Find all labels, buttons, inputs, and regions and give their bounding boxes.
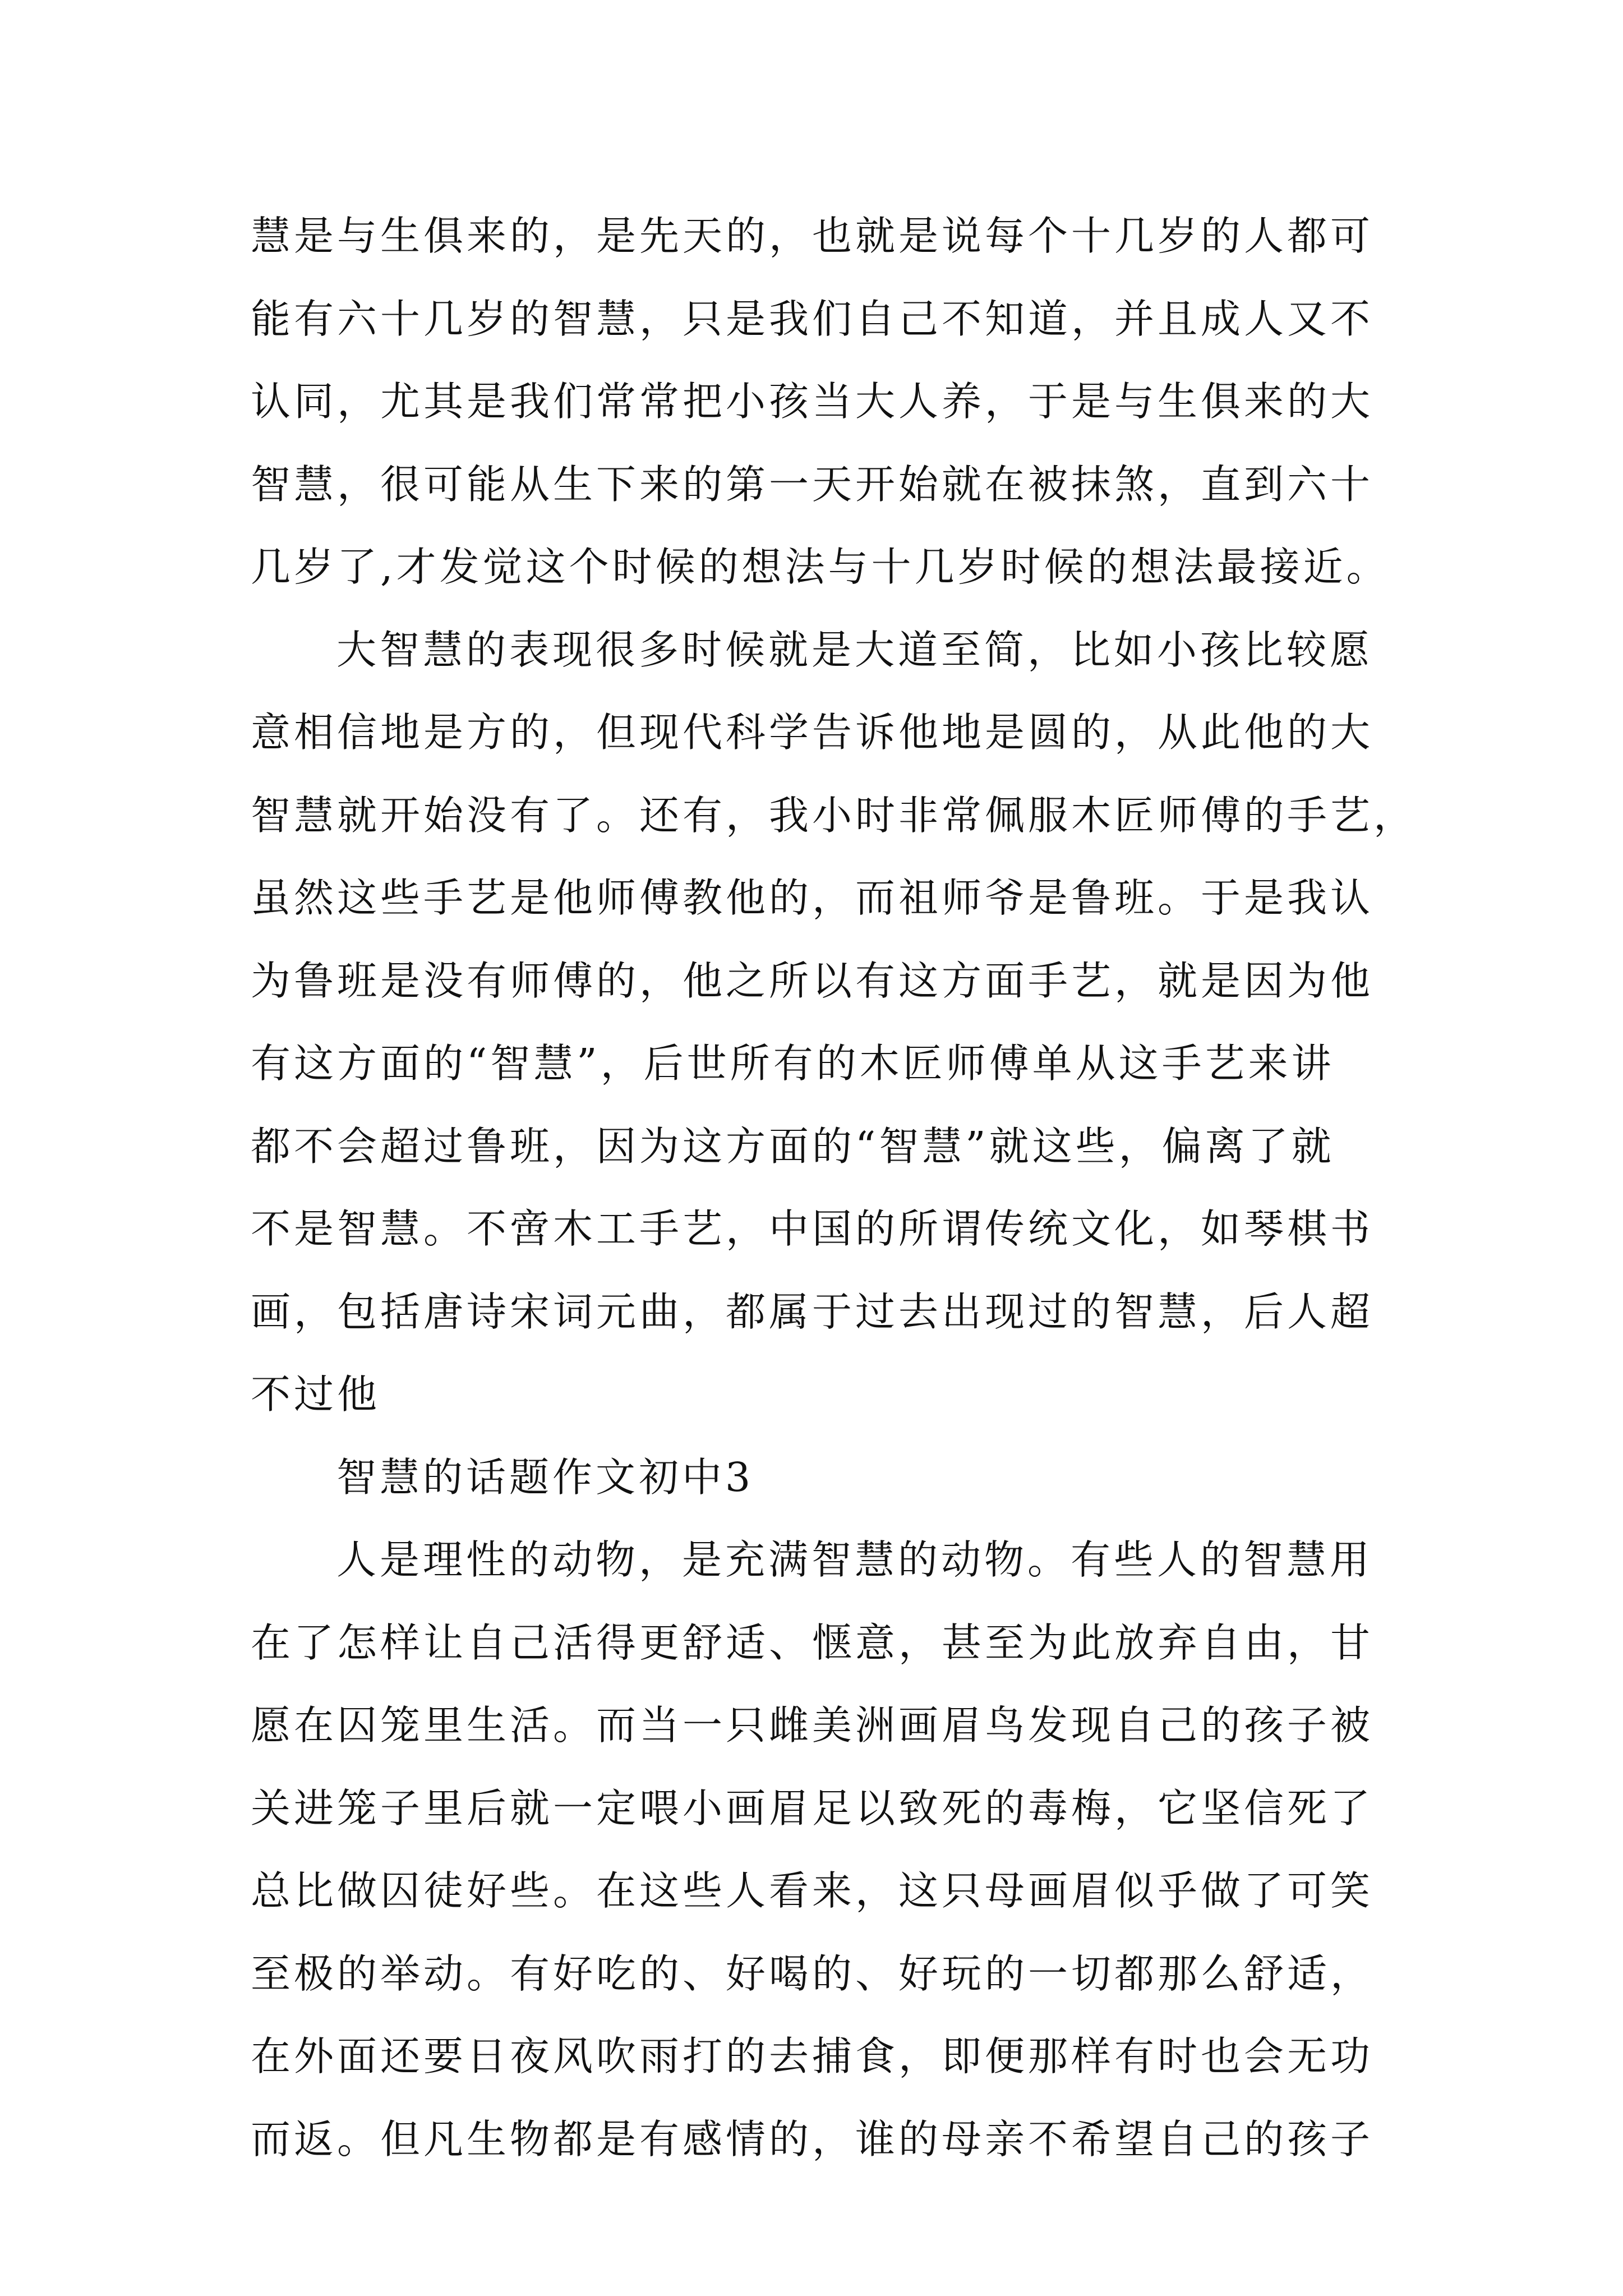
text-line: 有这方面的“智慧”，后世所有的木匠师傅单从这手艺来讲 bbox=[251, 1040, 1335, 1087]
text-line: 而返。但凡生物都是有感情的，谁的母亲不希望自己的孩子 bbox=[251, 2116, 1374, 2162]
text-line: 为鲁班是没有师傅的，他之所以有这方面手艺，就是因为他 bbox=[251, 958, 1374, 1004]
section-heading: 智慧的话题作文初中3 bbox=[336, 1454, 754, 1501]
text-line: 都不会超过鲁班，因为这方面的“智慧”就这些，偏离了就 bbox=[251, 1123, 1335, 1170]
text-line: 不是智慧。不啻木工手艺，中国的所谓传统文化，如琴棋书 bbox=[251, 1205, 1374, 1252]
text-line: 愿在囚笼里生活。而当一只雌美洲画眉鸟发现自己的孩子被 bbox=[251, 1702, 1374, 1749]
text-line: 至极的举动。有好吃的、好喝的、好玩的一切都那么舒适， bbox=[251, 1950, 1374, 1997]
text-line: 智慧就开始没有了。还有，我小时非常佩服木匠师傅的手艺， bbox=[251, 792, 1417, 839]
text-line: 认同，尤其是我们常常把小孩当大人养，于是与生俱来的大 bbox=[251, 378, 1374, 425]
text-line: 画，包括唐诗宋词元曲，都属于过去出现过的智慧，后人超 bbox=[251, 1289, 1374, 1335]
text-line: 能有六十几岁的智慧，只是我们自己不知道，并且成人又不 bbox=[251, 296, 1374, 342]
paragraph-start-line: 人是理性的动物，是充满智慧的动物。有些人的智慧用 bbox=[336, 1536, 1373, 1583]
text-line: 总比做囚徒好些。在这些人看来，这只母画眉似乎做了可笑 bbox=[251, 1867, 1374, 1914]
paragraph-start-line: 大智慧的表现很多时候就是大道至简，比如小孩比较愿 bbox=[336, 627, 1373, 673]
text-line: 虽然这些手艺是他师傅教他的，而祖师爷是鲁班。于是我认 bbox=[251, 875, 1374, 921]
text-line: 在了怎样让自己活得更舒适、惬意，甚至为此放弃自由，甘 bbox=[251, 1619, 1374, 1666]
text-line: 不过他 bbox=[251, 1371, 381, 1418]
text-line: 意相信地是方的，但现代科学告诉他地是圆的，从此他的大 bbox=[251, 709, 1374, 756]
text-line: 智慧，很可能从生下来的第一天开始就在被抹煞，直到六十 bbox=[251, 461, 1374, 508]
text-line: 慧是与生俱来的，是先天的，也就是说每个十几岁的人都可 bbox=[251, 213, 1374, 259]
text-line: 几岁了,才发觉这个时候的想法与十几岁时候的想法最接近。 bbox=[251, 544, 1390, 590]
text-line: 关进笼子里后就一定喂小画眉足以致死的毒梅，它坚信死了 bbox=[251, 1785, 1374, 1832]
text-line: 在外面还要日夜风吹雨打的去捕食，即便那样有时也会无功 bbox=[251, 2033, 1374, 2079]
